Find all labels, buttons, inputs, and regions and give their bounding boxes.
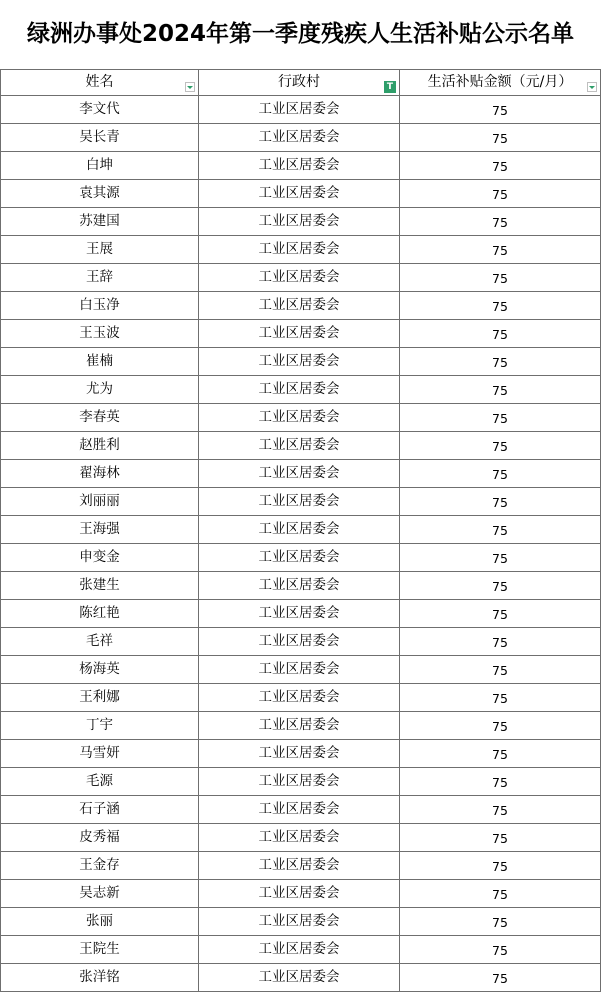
cell-amount[interactable]: 75 xyxy=(400,712,601,740)
table-row xyxy=(1,880,601,908)
dropdown-filter-icon[interactable] xyxy=(587,82,597,92)
column-header-village[interactable] xyxy=(199,70,400,96)
cell-amount[interactable]: 75 xyxy=(400,320,601,348)
cell-name[interactable]: 申变金 xyxy=(1,544,199,572)
cell-village[interactable]: 工业区居委会 xyxy=(199,628,400,656)
table-row xyxy=(1,348,601,376)
cell-name[interactable]: 毛祥 xyxy=(1,628,199,656)
table-row xyxy=(1,544,601,572)
cell-village[interactable]: 工业区居委会 xyxy=(199,348,400,376)
cell-name[interactable]: 丁宇 xyxy=(1,712,199,740)
table-row xyxy=(1,936,601,964)
cell-village[interactable]: 工业区居委会 xyxy=(199,572,400,600)
cell-village[interactable]: 工业区居委会 xyxy=(199,320,400,348)
table-row xyxy=(1,824,601,852)
table-row xyxy=(1,488,601,516)
table-row xyxy=(1,320,601,348)
cell-name[interactable]: 白玉净 xyxy=(1,292,199,320)
cell-village[interactable]: 工业区居委会 xyxy=(199,964,400,992)
table-row xyxy=(1,96,601,124)
cell-amount[interactable]: 75 xyxy=(400,348,601,376)
cell-name[interactable]: 陈红艳 xyxy=(1,600,199,628)
column-header-amount[interactable] xyxy=(400,70,601,96)
header-row xyxy=(1,70,601,96)
cell-amount[interactable]: 75 xyxy=(400,796,601,824)
cell-name[interactable]: 马雪妍 xyxy=(1,740,199,768)
cell-village[interactable]: 工业区居委会 xyxy=(199,768,400,796)
cell-village[interactable]: 工业区居委会 xyxy=(199,292,400,320)
cell-name[interactable]: 毛源 xyxy=(1,768,199,796)
table-row xyxy=(1,908,601,936)
cell-amount[interactable]: 75 xyxy=(400,684,601,712)
cell-amount[interactable]: 75 xyxy=(400,964,601,992)
column-header-amount-label: 生活补贴金额（元/月） xyxy=(427,74,573,90)
cell-amount[interactable]: 75 xyxy=(400,824,601,852)
cell-amount[interactable]: 75 xyxy=(400,908,601,936)
cell-amount[interactable]: 75 xyxy=(400,852,601,880)
cell-amount[interactable]: 75 xyxy=(400,628,601,656)
table-row xyxy=(1,516,601,544)
table-row xyxy=(1,684,601,712)
cell-name[interactable]: 吴志新 xyxy=(1,880,199,908)
cell-village[interactable]: 工业区居委会 xyxy=(199,236,400,264)
cell-village[interactable]: 工业区居委会 xyxy=(199,432,400,460)
cell-amount[interactable]: 75 xyxy=(400,488,601,516)
table-row xyxy=(1,796,601,824)
table-row xyxy=(1,600,601,628)
cell-name[interactable]: 张建生 xyxy=(1,572,199,600)
cell-amount[interactable]: 75 xyxy=(400,880,601,908)
cell-name[interactable]: 翟海林 xyxy=(1,460,199,488)
cell-village[interactable]: 工业区居委会 xyxy=(199,460,400,488)
cell-amount[interactable]: 75 xyxy=(400,96,601,124)
cell-amount[interactable]: 75 xyxy=(400,152,601,180)
cell-amount[interactable]: 75 xyxy=(400,460,601,488)
cell-village[interactable]: 工业区居委会 xyxy=(199,124,400,152)
cell-village[interactable]: 工业区居委会 xyxy=(199,264,400,292)
cell-amount[interactable]: 75 xyxy=(400,656,601,684)
cell-village[interactable]: 工业区居委会 xyxy=(199,656,400,684)
cell-amount[interactable]: 75 xyxy=(400,768,601,796)
cell-amount[interactable]: 75 xyxy=(400,376,601,404)
table-row xyxy=(1,712,601,740)
cell-name[interactable]: 王展 xyxy=(1,236,199,264)
table-row xyxy=(1,656,601,684)
cell-name[interactable]: 王院生 xyxy=(1,936,199,964)
cell-amount[interactable]: 75 xyxy=(400,432,601,460)
cell-amount[interactable]: 75 xyxy=(400,936,601,964)
subsidy-table xyxy=(0,69,601,992)
table-row xyxy=(1,292,601,320)
cell-village[interactable]: 工业区居委会 xyxy=(199,936,400,964)
cell-amount[interactable]: 75 xyxy=(400,404,601,432)
table-row xyxy=(1,964,601,992)
cell-village[interactable]: 工业区居委会 xyxy=(199,488,400,516)
cell-amount[interactable]: 75 xyxy=(400,124,601,152)
table-row xyxy=(1,404,601,432)
cell-amount[interactable]: 75 xyxy=(400,236,601,264)
cell-village[interactable]: 工业区居委会 xyxy=(199,152,400,180)
cell-village[interactable]: 工业区居委会 xyxy=(199,712,400,740)
cell-name[interactable]: 张丽 xyxy=(1,908,199,936)
active-filter-icon[interactable]: T xyxy=(384,81,396,93)
table-row xyxy=(1,768,601,796)
table-row xyxy=(1,460,601,488)
column-header-village-label: 行政村 xyxy=(278,74,320,90)
cell-name[interactable]: 刘丽丽 xyxy=(1,488,199,516)
cell-village[interactable]: 工业区居委会 xyxy=(199,208,400,236)
column-header-name-label: 姓名 xyxy=(85,74,114,90)
cell-amount[interactable]: 75 xyxy=(400,208,601,236)
cell-name[interactable]: 吴长青 xyxy=(1,124,199,152)
cell-amount[interactable]: 75 xyxy=(400,180,601,208)
cell-name[interactable]: 崔楠 xyxy=(1,348,199,376)
cell-name[interactable]: 袁其源 xyxy=(1,180,199,208)
table-row xyxy=(1,628,601,656)
cell-name[interactable]: 皮秀福 xyxy=(1,824,199,852)
dropdown-filter-icon[interactable] xyxy=(185,82,195,92)
cell-amount[interactable]: 75 xyxy=(400,264,601,292)
table-row xyxy=(1,152,601,180)
cell-name[interactable]: 杨海英 xyxy=(1,656,199,684)
table-row xyxy=(1,740,601,768)
table-row xyxy=(1,432,601,460)
cell-village[interactable]: 工业区居委会 xyxy=(199,684,400,712)
cell-name[interactable]: 赵胜利 xyxy=(1,432,199,460)
cell-village[interactable]: 工业区居委会 xyxy=(199,404,400,432)
cell-name[interactable]: 王玉波 xyxy=(1,320,199,348)
column-header-name[interactable] xyxy=(1,70,199,96)
cell-village[interactable]: 工业区居委会 xyxy=(199,908,400,936)
cell-name[interactable]: 王利娜 xyxy=(1,684,199,712)
cell-name[interactable]: 李春英 xyxy=(1,404,199,432)
cell-name[interactable]: 白坤 xyxy=(1,152,199,180)
cell-amount[interactable]: 75 xyxy=(400,544,601,572)
cell-name[interactable]: 张洋铭 xyxy=(1,964,199,992)
cell-amount[interactable]: 75 xyxy=(400,740,601,768)
cell-village[interactable]: 工业区居委会 xyxy=(199,824,400,852)
cell-village[interactable]: 工业区居委会 xyxy=(199,96,400,124)
table-row xyxy=(1,376,601,404)
table-row xyxy=(1,208,601,236)
cell-village[interactable]: 工业区居委会 xyxy=(199,796,400,824)
table-row xyxy=(1,572,601,600)
table-row xyxy=(1,264,601,292)
table-row xyxy=(1,236,601,264)
cell-name[interactable]: 石子涵 xyxy=(1,796,199,824)
cell-village[interactable]: 工业区居委会 xyxy=(199,600,400,628)
page-title: 绿洲办事处2024年第一季度残疾人生活补贴公示名单 xyxy=(26,21,574,47)
cell-village[interactable]: 工业区居委会 xyxy=(199,880,400,908)
cell-village[interactable]: 工业区居委会 xyxy=(199,740,400,768)
cell-village[interactable]: 工业区居委会 xyxy=(199,376,400,404)
cell-amount[interactable]: 75 xyxy=(400,516,601,544)
cell-village[interactable]: 工业区居委会 xyxy=(199,852,400,880)
cell-name[interactable]: 李文代 xyxy=(1,96,199,124)
cell-amount[interactable]: 75 xyxy=(400,292,601,320)
cell-name[interactable]: 尤为 xyxy=(1,376,199,404)
cell-amount[interactable]: 75 xyxy=(400,572,601,600)
table-row xyxy=(1,852,601,880)
cell-name[interactable]: 苏建国 xyxy=(1,208,199,236)
cell-amount[interactable]: 75 xyxy=(400,600,601,628)
cell-name[interactable]: 王辞 xyxy=(1,264,199,292)
cell-name[interactable]: 王金存 xyxy=(1,852,199,880)
cell-village[interactable]: 工业区居委会 xyxy=(199,516,400,544)
cell-village[interactable]: 工业区居委会 xyxy=(199,180,400,208)
table-row xyxy=(1,124,601,152)
table-row xyxy=(1,180,601,208)
cell-name[interactable]: 王海强 xyxy=(1,516,199,544)
cell-village[interactable]: 工业区居委会 xyxy=(199,544,400,572)
